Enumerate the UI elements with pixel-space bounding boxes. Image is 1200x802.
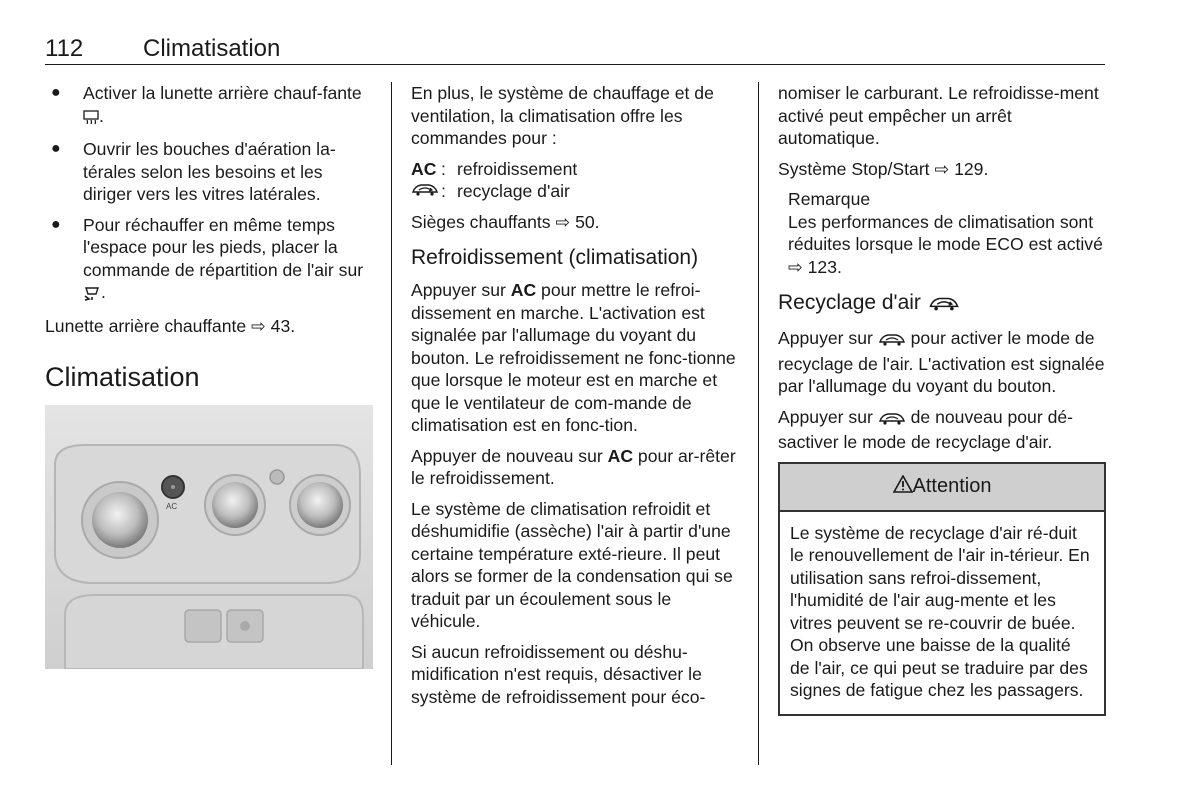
- remark-note: [778, 188, 1106, 278]
- control-row-recirculation: : recyclage d'air: [411, 180, 741, 203]
- bullet-dot: ●: [51, 84, 61, 101]
- cross-reference: Lunette arrière chauffante ⇨ 43.: [45, 315, 296, 336]
- rear-defrost-icon: [83, 108, 99, 131]
- remark-title: Remarque: [788, 189, 871, 209]
- cross-reference: Système Stop/Start ⇨ 129.: [778, 158, 989, 179]
- recirculation-icon: [927, 293, 961, 319]
- control-label: refroidissement: [457, 158, 578, 179]
- column-divider-2: [758, 82, 759, 765]
- column-2: [411, 82, 741, 716]
- bullet-text: Ouvrir les bouches d'aération la-térales selon les besoins et les diriger vers les vitres latérales.: [83, 139, 336, 204]
- control-row-ac: AC : refroidissement: [411, 158, 578, 179]
- airflow-feet-windscreen-icon: [83, 284, 101, 307]
- column-3: [778, 82, 1106, 716]
- recirculation-icon: [878, 330, 906, 353]
- bullet-text: Pour réchauffer en même temps l'espace pour les pieds, placer la commande de répartition de l'air sur: [83, 214, 364, 280]
- warning-header: [780, 464, 1104, 512]
- warning-title: Attention: [912, 475, 992, 498]
- paragraph: Appuyer de nouveau sur AC pour ar-rêter le refroidissement.: [411, 445, 736, 488]
- intro-paragraph: En plus, le système de chauffage et de ventilation, la climatisation offre les commandes pour :: [411, 83, 714, 148]
- ac-button-label: AC: [166, 502, 178, 511]
- recirculation-icon: [878, 409, 906, 432]
- bullet-item: ● Pour réchauffer en même temps l'espace pour les pieds, placer la commande de répartition de l'air sur .: [45, 214, 375, 307]
- remark-text: Les performances de climatisation sont réduites lorsque le mode ECO est activé ⇨ 123.: [788, 211, 1103, 277]
- bullet-list: [45, 82, 375, 307]
- bullet-item: ● Activer la lunette arrière chauf-fante .: [45, 82, 375, 130]
- column-divider-1: [391, 82, 392, 765]
- bullet-dot: ●: [51, 215, 61, 233]
- bullet-text: Activer la lunette arrière chauf-fante: [83, 83, 362, 103]
- control-key: AC: [411, 158, 437, 179]
- control-label: recyclage d'air: [457, 181, 570, 201]
- recirculation-icon: [411, 180, 441, 203]
- warning-triangle-icon: [893, 475, 913, 499]
- warning-box: [778, 462, 1106, 716]
- column-1: [45, 82, 375, 669]
- bullet-dot: ●: [51, 140, 61, 157]
- paragraph: Appuyer sur AC pour mettre le refroi-dissement en marche. L'activation est signalée par l'allumage du voyant du bouton. Le refroidissement ne fonc-tionne que lorsque le moteur est en marche et que le ventilateur de com-mande de climatisation est en fonc-tion.: [411, 280, 736, 435]
- bullet-item: [45, 138, 375, 206]
- chapter-title: Climatisation: [143, 35, 281, 62]
- subsection-title: Refroidissement (climatisation): [411, 246, 699, 269]
- page-header: [45, 35, 1105, 65]
- paragraph: Le système de climatisation refroidit et déshumidifie (assèche) l'air à partir d'une certaine température exté-rieure. Il peut alors se former de la condensation qui se traduit par un écoulement sous le véhicule.: [411, 498, 733, 631]
- paragraph: Si aucun refroidissement ou déshu-midification n'est requis, désactiver le système de refroidissement pour éco-: [411, 641, 706, 707]
- subsection-title: Recyclage d'air: [778, 290, 1106, 319]
- page-number: 112: [45, 35, 84, 62]
- cross-reference: Sièges chauffants ⇨ 50.: [411, 211, 600, 232]
- paragraph: Appuyer sur de nouveau pour dé-sactiver le mode de recyclage d'air.: [778, 406, 1074, 452]
- header-rule: [45, 64, 1105, 65]
- section-title: Climatisation: [45, 362, 200, 392]
- paragraph: nomiser le carburant. Le refroidisse-ment activé peut empêcher un arrêt automatique.: [778, 83, 1099, 148]
- climate-control-photo: [45, 405, 373, 669]
- warning-text: Le système de recyclage d'air ré-duit le renouvellement de l'air in-térieur. En utilisation sans refroi-dissement, l'humidité de l'air aug-mente et les vitres peuvent se re-couvrir de buée. On observe une baisse de la qualité de l'air, ce qui peut se traduire par des signes de fatigue chez les passagers.: [790, 522, 1090, 700]
- paragraph: Appuyer sur pour activer le mode de recyclage de l'air. L'activation est signalée par l'allumage du voyant du bouton.: [778, 328, 1105, 396]
